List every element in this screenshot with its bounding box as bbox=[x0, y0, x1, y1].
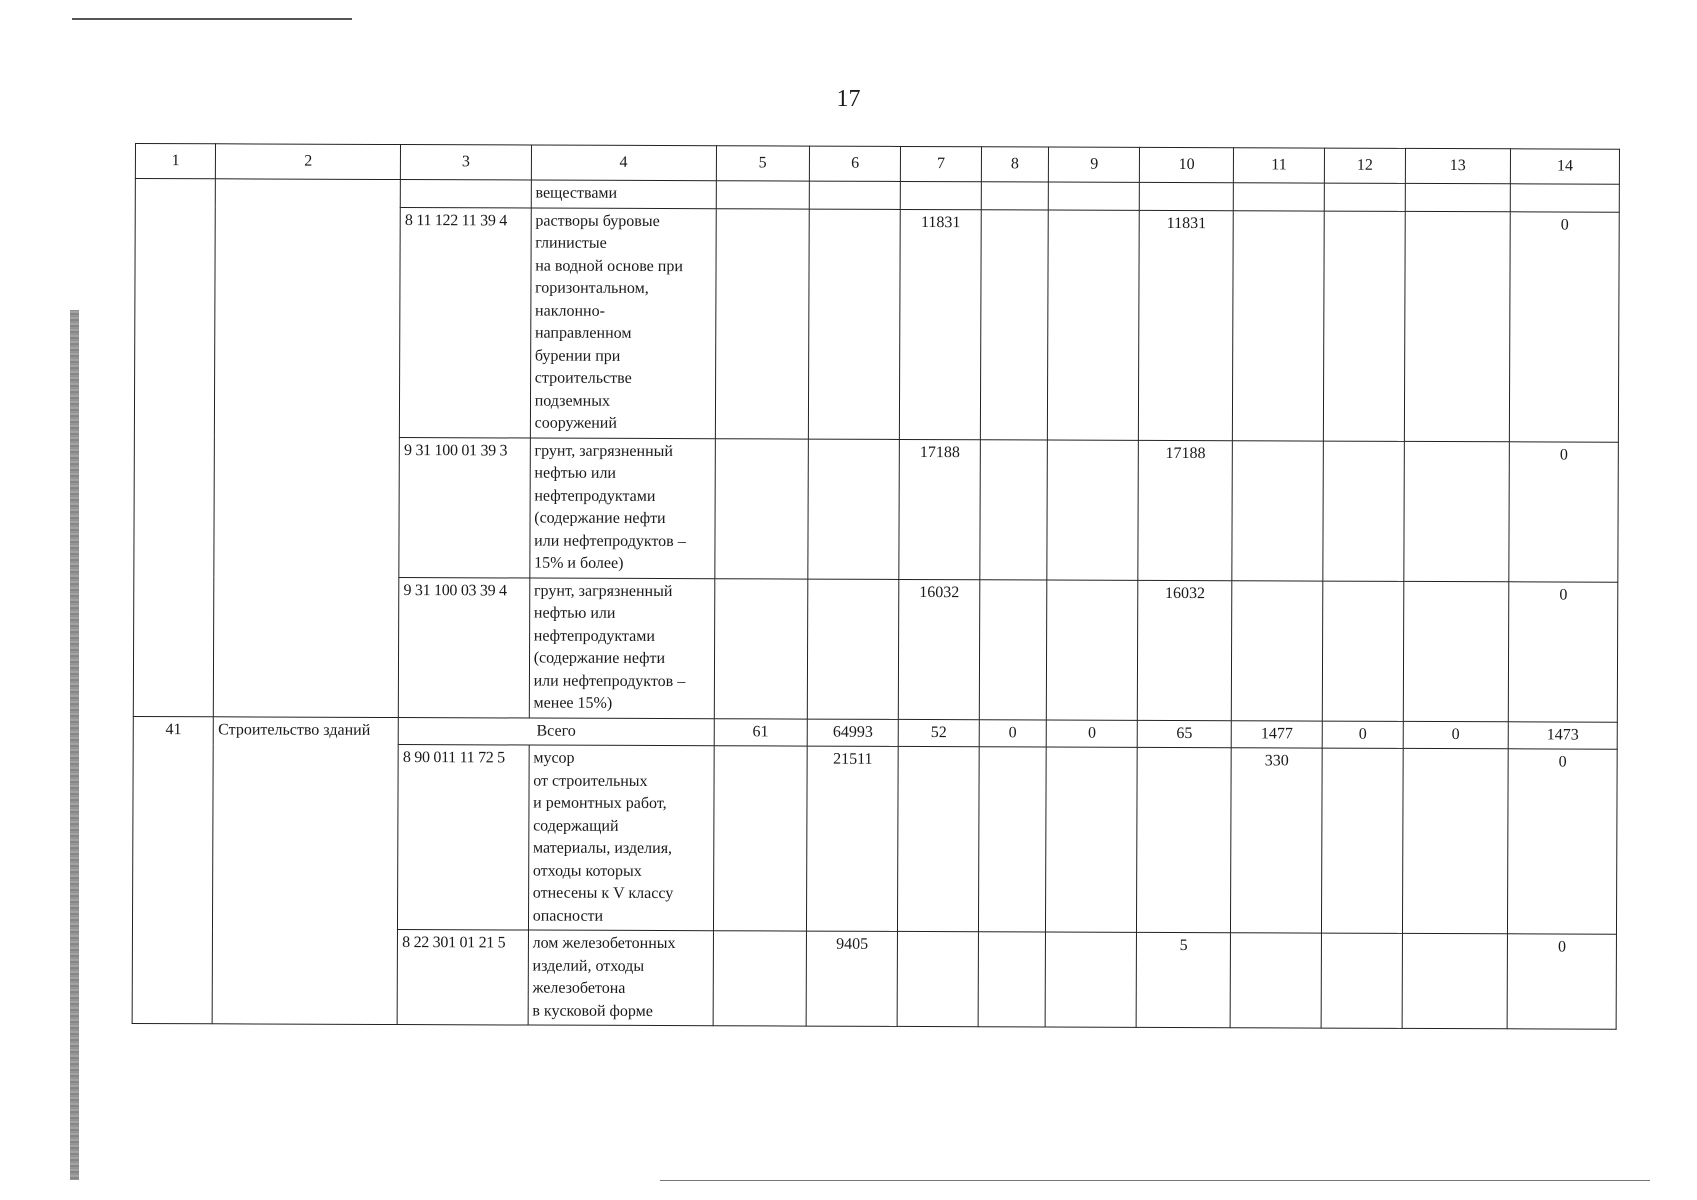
scan-edge bbox=[70, 310, 79, 1180]
column-header: 3 bbox=[401, 145, 532, 181]
table-cell bbox=[898, 746, 979, 931]
total-col9: 0 bbox=[1046, 720, 1137, 748]
total-col10: 65 bbox=[1138, 720, 1232, 748]
waste-name-cell: мусор от строительных и ремонтных работ, содержащий материалы, изделия, отходы которых отнесены к V классу опасности bbox=[528, 745, 714, 931]
table-cell bbox=[1140, 182, 1234, 210]
table-cell bbox=[713, 746, 807, 931]
table-cell bbox=[1046, 580, 1138, 720]
section-number-cell: 41 bbox=[132, 716, 214, 1024]
total-col6: 64993 bbox=[807, 719, 898, 747]
waste-name-cell: грунт, загрязненный нефтью или нефтепродуктами (содержание нефти или нефтепродуктов – менее 15%) bbox=[529, 578, 714, 719]
table-cell bbox=[1403, 581, 1509, 721]
table-cell bbox=[1232, 440, 1324, 580]
value-cell-col6: 9405 bbox=[806, 931, 898, 1026]
table-cell bbox=[716, 181, 810, 209]
table-cell bbox=[1323, 441, 1404, 581]
value-cell-col6: 21511 bbox=[806, 746, 898, 931]
total-col12: 0 bbox=[1322, 721, 1403, 749]
table-cell bbox=[808, 439, 900, 579]
column-header: 7 bbox=[901, 146, 982, 181]
value-cell-col10: 5 bbox=[1137, 932, 1231, 1027]
table-cell bbox=[714, 438, 808, 578]
value-cell-col14: 0 bbox=[1508, 581, 1617, 721]
table-cell bbox=[1230, 933, 1322, 1028]
column-header: 4 bbox=[531, 145, 716, 181]
waste-code-cell: 9 31 100 01 39 3 bbox=[399, 437, 530, 577]
column-header: 8 bbox=[981, 147, 1049, 182]
column-header: 14 bbox=[1510, 149, 1619, 184]
waste-code-cell: 8 11 122 11 39 4 bbox=[400, 207, 531, 437]
table-cell bbox=[714, 578, 808, 718]
table-cell bbox=[1402, 933, 1508, 1028]
value-cell-col11: 330 bbox=[1230, 748, 1322, 933]
table-cell bbox=[808, 209, 900, 439]
table-cell bbox=[978, 747, 1046, 932]
waste-name-cell: грунт, загрязненный нефтью или нефтепродуктами (содержание нефти или нефтепродуктов – 15% и более) bbox=[530, 438, 715, 579]
total-col11: 1477 bbox=[1231, 720, 1322, 748]
value-cell-col10: 16032 bbox=[1138, 580, 1232, 720]
column-header: 5 bbox=[716, 146, 810, 181]
value-cell-col10: 11831 bbox=[1139, 210, 1233, 440]
waste-table bbox=[132, 143, 1620, 1030]
value-cell-col14: 0 bbox=[1508, 749, 1618, 934]
waste-name-cell: растворы буровые глинистые на водной основе при горизонтальном, наклонно- направленном бурении при строительстве подземных сооружений bbox=[530, 208, 716, 439]
table-cell bbox=[713, 931, 807, 1026]
table-cell bbox=[980, 209, 1048, 439]
waste-name-cell: веществами bbox=[531, 180, 716, 208]
table-cell bbox=[1323, 581, 1404, 721]
table-cell bbox=[1510, 184, 1619, 212]
column-header: 13 bbox=[1405, 148, 1511, 183]
column-header: 10 bbox=[1140, 147, 1234, 182]
value-cell-col14: 0 bbox=[1507, 934, 1616, 1029]
value-cell-col7: 11831 bbox=[900, 209, 981, 439]
column-header: 11 bbox=[1233, 148, 1324, 183]
waste-code-cell: 8 90 011 11 72 5 bbox=[398, 745, 529, 930]
value-cell-col14: 0 bbox=[1510, 211, 1620, 441]
table-row bbox=[135, 179, 1619, 212]
value-cell-col10: 17188 bbox=[1138, 440, 1232, 580]
column-header: 12 bbox=[1325, 148, 1406, 183]
table-cell bbox=[1231, 580, 1323, 720]
waste-code-cell: 8 22 301 01 21 5 bbox=[397, 930, 528, 1026]
table-cell bbox=[809, 181, 900, 209]
top-rule bbox=[72, 18, 352, 20]
table-cell bbox=[897, 931, 978, 1026]
table-cell bbox=[807, 579, 899, 719]
table-cell bbox=[1321, 933, 1402, 1028]
table-cell bbox=[1046, 747, 1138, 932]
table-cell bbox=[1322, 748, 1403, 933]
table-cell bbox=[1048, 210, 1140, 440]
table-cell bbox=[1045, 932, 1137, 1027]
total-col5: 61 bbox=[714, 718, 808, 746]
section-title-cell: Строительство зданий bbox=[213, 716, 399, 1024]
table-cell bbox=[978, 932, 1046, 1027]
total-col7: 52 bbox=[899, 719, 980, 747]
table-cell bbox=[1137, 747, 1231, 932]
table-cell bbox=[401, 180, 532, 208]
table-cell bbox=[1048, 182, 1139, 210]
total-label-cell: Всего bbox=[398, 717, 713, 746]
value-cell-col7: 17188 bbox=[899, 439, 980, 579]
total-col13: 0 bbox=[1403, 721, 1509, 749]
value-cell-col7: 16032 bbox=[899, 579, 980, 719]
table-cell bbox=[1405, 183, 1511, 211]
waste-code-cell: 9 31 100 03 39 4 bbox=[399, 577, 530, 717]
table-cell bbox=[1233, 183, 1324, 211]
table-cell bbox=[715, 208, 809, 438]
column-header: 2 bbox=[216, 144, 401, 180]
column-header: 1 bbox=[135, 144, 216, 179]
table-cell bbox=[133, 179, 216, 717]
bottom-rule bbox=[660, 1180, 1650, 1181]
table-cell bbox=[980, 439, 1048, 579]
page-number: 17 bbox=[836, 86, 861, 112]
table-cell bbox=[979, 579, 1047, 719]
section-total-row bbox=[133, 716, 1617, 749]
table-cell bbox=[1047, 440, 1139, 580]
table-cell bbox=[1404, 211, 1510, 441]
total-col14: 1473 bbox=[1508, 721, 1617, 749]
table-cell bbox=[1402, 748, 1508, 933]
table-cell bbox=[901, 181, 982, 209]
table-cell bbox=[1324, 211, 1405, 441]
waste-name-cell: лом железобетонных изделий, отходы железобетона в кусковой форме bbox=[528, 930, 713, 1026]
column-header: 6 bbox=[809, 146, 900, 181]
table-cell bbox=[1324, 183, 1405, 211]
column-header: 9 bbox=[1048, 147, 1139, 182]
value-cell-col14: 0 bbox=[1509, 441, 1618, 581]
column-header-row bbox=[135, 144, 1619, 185]
total-col8: 0 bbox=[979, 719, 1046, 747]
table-cell bbox=[1404, 441, 1510, 581]
table-cell bbox=[1232, 210, 1324, 440]
table-cell bbox=[214, 179, 401, 717]
table-cell bbox=[981, 182, 1048, 210]
